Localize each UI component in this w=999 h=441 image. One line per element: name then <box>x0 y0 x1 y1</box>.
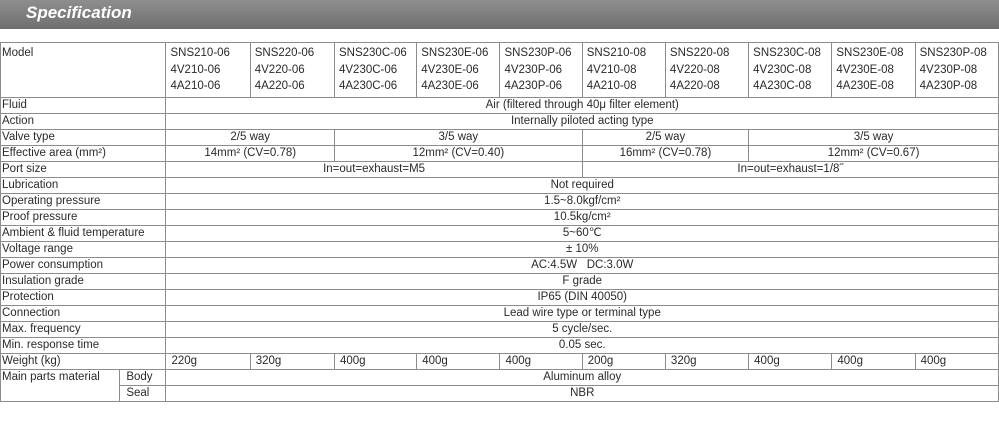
weight-cell: 400g <box>832 354 915 370</box>
table-row-port-size <box>1 162 999 178</box>
table-row-voltage-range <box>1 242 999 258</box>
model-cell: SNS230E-08 4V230E-08 4A230E-08 <box>832 43 915 98</box>
row-label-effective-area: Effective area (mm²) <box>1 146 166 162</box>
table-row-insulation-grade <box>1 274 999 290</box>
row-value-response-time: 0.05 sec. <box>166 338 999 354</box>
model-cell: SNS220-08 4V220-08 4A220-08 <box>665 43 748 98</box>
model-cell: SNS230E-06 4V230E-06 4A230E-06 <box>417 43 500 98</box>
row-value-valve-type: 2/5 way <box>582 130 748 146</box>
table-row-operating-pressure <box>1 194 999 210</box>
specification-table <box>0 42 999 402</box>
row-value-max-frequency: 5 cycle/sec. <box>166 322 999 338</box>
row-label-model: Model <box>1 43 166 98</box>
weight-cell: 400g <box>334 354 416 370</box>
table-row-lubrication <box>1 178 999 194</box>
model-cell: SNS220-06 4V220-06 4A220-06 <box>250 43 334 98</box>
row-value-effective-area: 12mm² (CV=0.67) <box>749 146 999 162</box>
row-value-lubrication: Not required <box>166 178 999 194</box>
table-row-ambient-temperature <box>1 226 999 242</box>
model-cell: SNS210-06 4V210-06 4A210-06 <box>166 43 250 98</box>
row-label-max-frequency: Max. frequency <box>1 322 166 338</box>
weight-cell: 220g <box>166 354 250 370</box>
row-label-weight: Weight (kg) <box>1 354 166 370</box>
sub-label-seal: Seal <box>120 386 166 402</box>
row-label-port-size: Port size <box>1 162 166 178</box>
weight-cell: 400g <box>915 354 998 370</box>
row-label-operating-pressure: Operating pressure <box>1 194 166 210</box>
row-label-fluid: Fluid <box>1 98 166 114</box>
table-row-power-consumption <box>1 258 999 274</box>
table-row-fluid <box>1 98 999 114</box>
table-row-proof-pressure <box>1 210 999 226</box>
model-cell: SNS210-08 4V210-08 4A210-08 <box>582 43 665 98</box>
model-cell: SNS230P-08 4V230P-08 4A230P-08 <box>915 43 998 98</box>
table-row-weight <box>1 354 999 370</box>
table-row-max-frequency <box>1 322 999 338</box>
row-value-connection: Lead wire type or terminal type <box>166 306 999 322</box>
table-row-action <box>1 114 999 130</box>
row-value-effective-area: 12mm² (CV=0.40) <box>334 146 582 162</box>
row-value-body: Aluminum alloy <box>166 370 999 386</box>
row-label-voltage-range: Voltage range <box>1 242 166 258</box>
row-value-valve-type: 3/5 way <box>749 130 999 146</box>
row-value-effective-area: 14mm² (CV=0.78) <box>166 146 335 162</box>
row-value-protection: IP65 (DIN 40050) <box>166 290 999 306</box>
weight-cell: 400g <box>417 354 500 370</box>
row-value-operating-pressure: 1.5~8.0kgf/cm² <box>166 194 999 210</box>
weight-cell: 400g <box>749 354 832 370</box>
row-value-action: Internally piloted acting type <box>166 114 999 130</box>
model-cell: SNS230C-06 4V230C-06 4A230C-06 <box>334 43 416 98</box>
row-label-action: Action <box>1 114 166 130</box>
model-cell: SNS230C-08 4V230C-08 4A230C-08 <box>749 43 832 98</box>
row-label-insulation-grade: Insulation grade <box>1 274 166 290</box>
table-row-protection <box>1 290 999 306</box>
row-label-response-time: Min. response time <box>1 338 166 354</box>
table-row-model <box>1 43 999 98</box>
sub-label-body: Body <box>120 370 166 386</box>
row-value-effective-area: 16mm² (CV=0.78) <box>582 146 748 162</box>
row-value-insulation-grade: F grade <box>166 274 999 290</box>
row-value-valve-type: 3/5 way <box>334 130 582 146</box>
row-label-connection: Connection <box>1 306 166 322</box>
row-value-port-size: In=out=exhaust=M5 <box>166 162 582 178</box>
weight-cell: 320g <box>665 354 748 370</box>
row-label-protection: Protection <box>1 290 166 306</box>
table-row-response-time <box>1 338 999 354</box>
section-header <box>0 0 999 29</box>
table-row-connection <box>1 306 999 322</box>
row-value-fluid: Air (filtered through 40μ filter element) <box>166 98 999 114</box>
row-value-port-size: In=out=exhaust=1/8˝ <box>582 162 998 178</box>
row-label-lubrication: Lubrication <box>1 178 166 194</box>
model-cell: SNS230P-06 4V230P-06 4A230P-06 <box>500 43 582 98</box>
row-label-power-consumption: Power consumption <box>1 258 166 274</box>
row-label-material: Main parts material <box>1 370 120 402</box>
row-value-voltage-range: ± 10% <box>166 242 999 258</box>
row-value-proof-pressure: 10.5kg/cm² <box>166 210 999 226</box>
weight-cell: 400g <box>500 354 582 370</box>
weight-cell: 320g <box>250 354 334 370</box>
row-label-proof-pressure: Proof pressure <box>1 210 166 226</box>
table-row-valve-type <box>1 130 999 146</box>
row-value-seal: NBR <box>166 386 999 402</box>
row-value-power-consumption: AC:4.5W DC:3.0W <box>166 258 999 274</box>
table-row-effective-area <box>1 146 999 162</box>
row-label-valve-type: Valve type <box>1 130 166 146</box>
table-row-material-body <box>1 370 999 386</box>
weight-cell: 200g <box>582 354 665 370</box>
table-row-material-seal <box>1 386 999 402</box>
section-title: Specification <box>26 3 132 22</box>
row-label-ambient-temperature: Ambient & fluid temperature <box>1 226 166 242</box>
row-value-valve-type: 2/5 way <box>166 130 335 146</box>
row-value-ambient-temperature: 5~60℃ <box>166 226 999 242</box>
